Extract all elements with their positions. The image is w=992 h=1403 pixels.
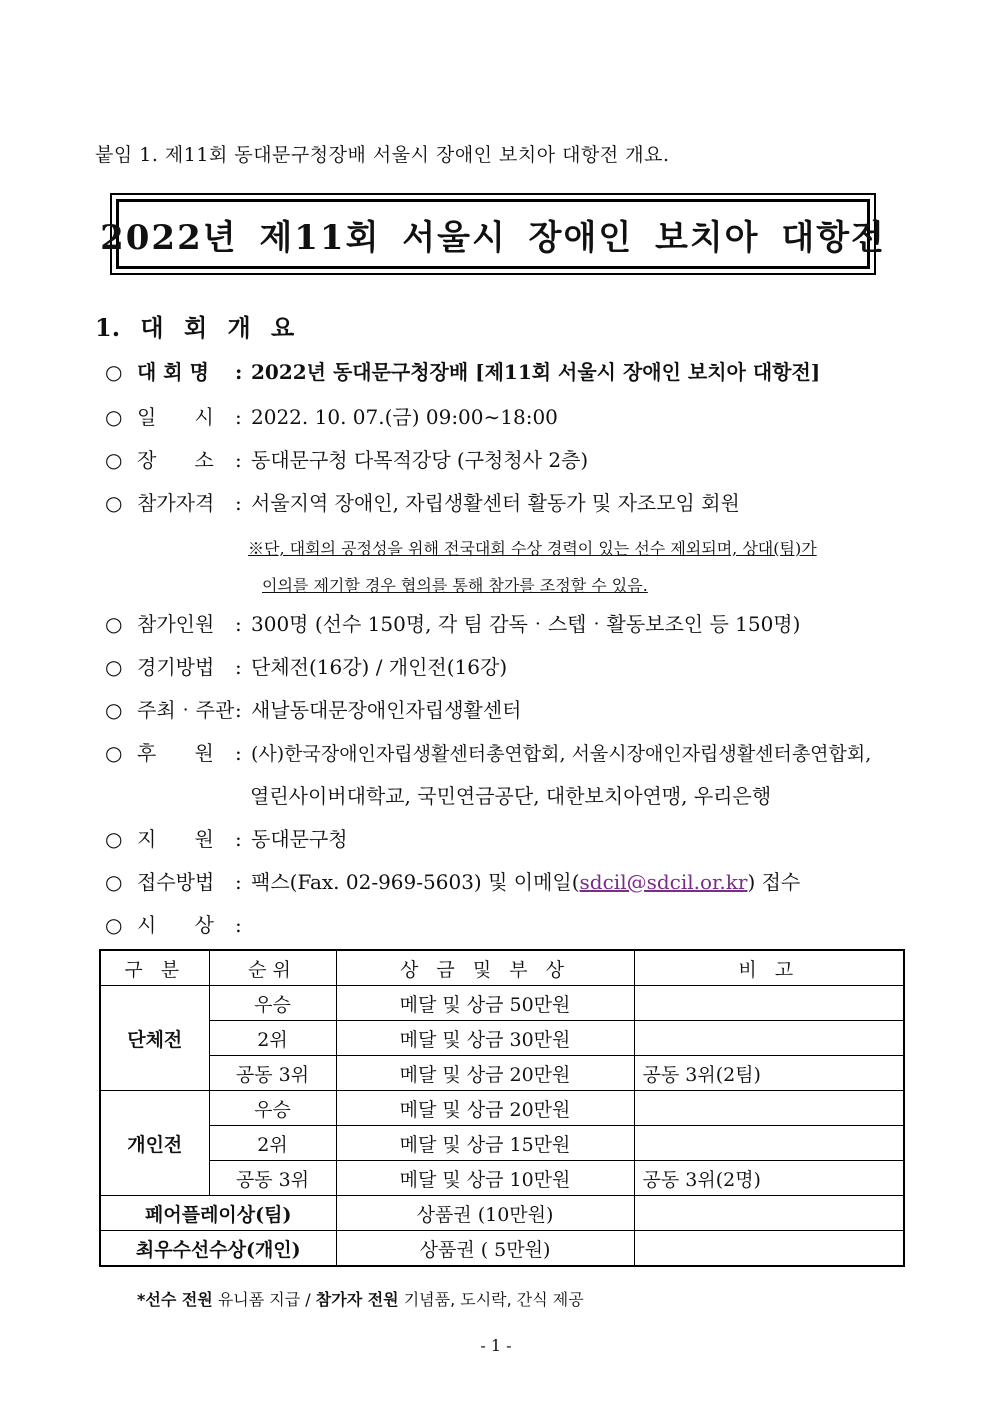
item-value: 동대문구청 다목적강당 (구청청사 2층) [251, 448, 589, 472]
group-team: 단체전 [100, 986, 209, 1091]
bullet-icon: ○ [105, 655, 123, 679]
bullet-icon: ○ [105, 360, 123, 384]
special-award-name: 페어플레이상(팀) [100, 1196, 336, 1231]
item-venue [105, 444, 588, 473]
colon: : [235, 405, 242, 429]
footnote-text-1: 유니폼 지급 / [212, 1290, 316, 1309]
prize-cell: 메달 및 상금 15만원 [336, 1126, 634, 1161]
table-row [100, 1231, 904, 1267]
item-label: 시 상 [137, 913, 214, 937]
note-cell: 공동 3위(2팀) [634, 1056, 904, 1091]
bullet-icon: ○ [105, 448, 123, 472]
table-row [100, 1126, 904, 1161]
rank-cell: 공동 3위 [209, 1161, 336, 1196]
prize-cell: 메달 및 상금 30만원 [336, 1021, 634, 1056]
item-label: 주최‧주관 [137, 698, 235, 722]
item-date [105, 401, 558, 430]
item-label: 대 회 명 [137, 360, 209, 384]
colon: : [235, 698, 242, 722]
item-registration [105, 866, 800, 895]
footnote-bold-1: *선수 전원 [137, 1290, 213, 1309]
bullet-icon: ○ [105, 698, 123, 722]
bullet-icon: ○ [105, 870, 123, 894]
note-cell [634, 1126, 904, 1161]
item-value: 단체전(16강) / 개인전(16강) [251, 655, 508, 679]
item-label: 참가인원 [137, 612, 215, 636]
header-note: 비 고 [634, 950, 904, 986]
table-row [100, 1161, 904, 1196]
item-value: 동대문구청 [251, 827, 348, 851]
table-row [100, 1196, 904, 1231]
footnote [137, 1287, 584, 1310]
prize-cell: 메달 및 상금 20만원 [336, 1091, 634, 1126]
group-individual: 개인전 [100, 1091, 209, 1196]
attachment-line: 붙임 1. 제11회 동대문구청장배 서울시 장애인 보치아 대항전 개요. [95, 144, 670, 166]
item-support [105, 823, 348, 852]
bullet-icon: ○ [105, 741, 123, 765]
prize-table [99, 949, 905, 1267]
header-rank: 순위 [209, 950, 336, 986]
table-row [100, 1021, 904, 1056]
prize-cell: 상품권 (10만원) [336, 1196, 634, 1231]
rank-cell: 2위 [209, 1021, 336, 1056]
title-box [100, 193, 886, 275]
item-label: 경기방법 [137, 655, 215, 679]
colon: : [235, 448, 242, 472]
colon: : [235, 655, 242, 679]
item-label: 후 원 [137, 741, 214, 765]
page-number: - 1 - [480, 1336, 512, 1355]
prize-cell: 메달 및 상금 50만원 [336, 986, 634, 1021]
item-participants [105, 608, 800, 637]
colon: : [235, 827, 242, 851]
header-category: 구 분 [100, 950, 209, 986]
bullet-icon: ○ [105, 612, 123, 636]
prize-cell: 상품권 ( 5만원) [336, 1231, 634, 1267]
table-row [100, 986, 904, 1021]
table-row [100, 1091, 904, 1126]
note-cell [634, 1021, 904, 1056]
colon: : [235, 913, 242, 937]
rank-cell: 공동 3위 [209, 1056, 336, 1091]
note-cell [634, 1091, 904, 1126]
special-award-name: 최우수선수상(개인) [100, 1231, 336, 1267]
item-value: (사)한국장애인자립생활센터총연합회, 서울시장애인자립생활센터총연합회, [251, 743, 872, 765]
item-value: 300명 (선수 150명, 각 팀 감독‧스텝‧활동보조인 등 150명) [251, 612, 801, 636]
item-sponsor [105, 737, 871, 766]
rank-cell: 2위 [209, 1126, 336, 1161]
item-game-method [105, 651, 507, 680]
eligibility-note-line2: 이의를 제기할 경우 협의를 통해 참가를 조정할 수 있음. [262, 576, 648, 595]
item-eligibility [105, 487, 740, 516]
colon: : [235, 870, 242, 894]
rank-cell: 우승 [209, 986, 336, 1021]
note-cell: 공동 3위(2명) [634, 1161, 904, 1196]
item-label: 장 소 [137, 448, 214, 472]
bullet-icon: ○ [105, 491, 123, 515]
item-label: 접수방법 [137, 870, 215, 894]
table-row [100, 1056, 904, 1091]
section-heading: 1. 대 회 개 요 [95, 313, 295, 342]
item-value-prefix: 팩스(Fax. 02-969-5603) 및 이메일( [251, 870, 580, 894]
colon: : [235, 741, 242, 765]
footnote-bold-2: 참가자 전원 [315, 1290, 399, 1309]
header-prize: 상 금 및 부 상 [336, 950, 634, 986]
colon: : [235, 612, 242, 636]
note-cell [634, 986, 904, 1021]
document-title: 2022년 제11회 서울시 장애인 보치아 대항전 [116, 199, 870, 269]
bullet-icon: ○ [105, 913, 123, 937]
colon: : [235, 360, 243, 384]
item-event-name [105, 356, 820, 385]
bullet-icon: ○ [105, 827, 123, 851]
note-cell [634, 1196, 904, 1231]
item-value: 2022년 동대문구청장배 [제11회 서울시 장애인 보치아 대항전] [251, 360, 821, 384]
footnote-text-2: 기념품, 도시락, 간식 제공 [398, 1290, 584, 1309]
rank-cell: 우승 [209, 1091, 336, 1126]
prize-cell: 메달 및 상금 10만원 [336, 1161, 634, 1196]
note-cell [634, 1231, 904, 1267]
item-awards [105, 909, 251, 938]
table-header-row [100, 950, 904, 986]
prize-cell: 메달 및 상금 20만원 [336, 1056, 634, 1091]
item-value-suffix: ) 접수 [747, 870, 801, 894]
item-host [105, 694, 521, 723]
item-value: 서울지역 장애인, 자립생활센터 활동가 및 자조모임 회원 [251, 491, 740, 515]
item-value: 새날동대문장애인자립생활센터 [251, 698, 522, 722]
item-label: 지 원 [137, 827, 214, 851]
item-label: 일 시 [137, 405, 214, 429]
bullet-icon: ○ [105, 405, 123, 429]
item-value: 2022. 10. 07.(금) 09:00∼18:00 [251, 405, 558, 429]
sponsor-line2: 열린사이버대학교, 국민연금공단, 대한보치아연맹, 우리은행 [250, 784, 772, 808]
item-label: 참가자격 [137, 491, 215, 515]
email-link[interactable]: sdcil@sdcil.or.kr [579, 870, 748, 894]
colon: : [235, 491, 242, 515]
eligibility-note-line1: ※단, 대회의 공정성을 위해 전국대회 수상 경력이 있는 선수 제외되며, 상대(팀)가 [248, 539, 817, 558]
